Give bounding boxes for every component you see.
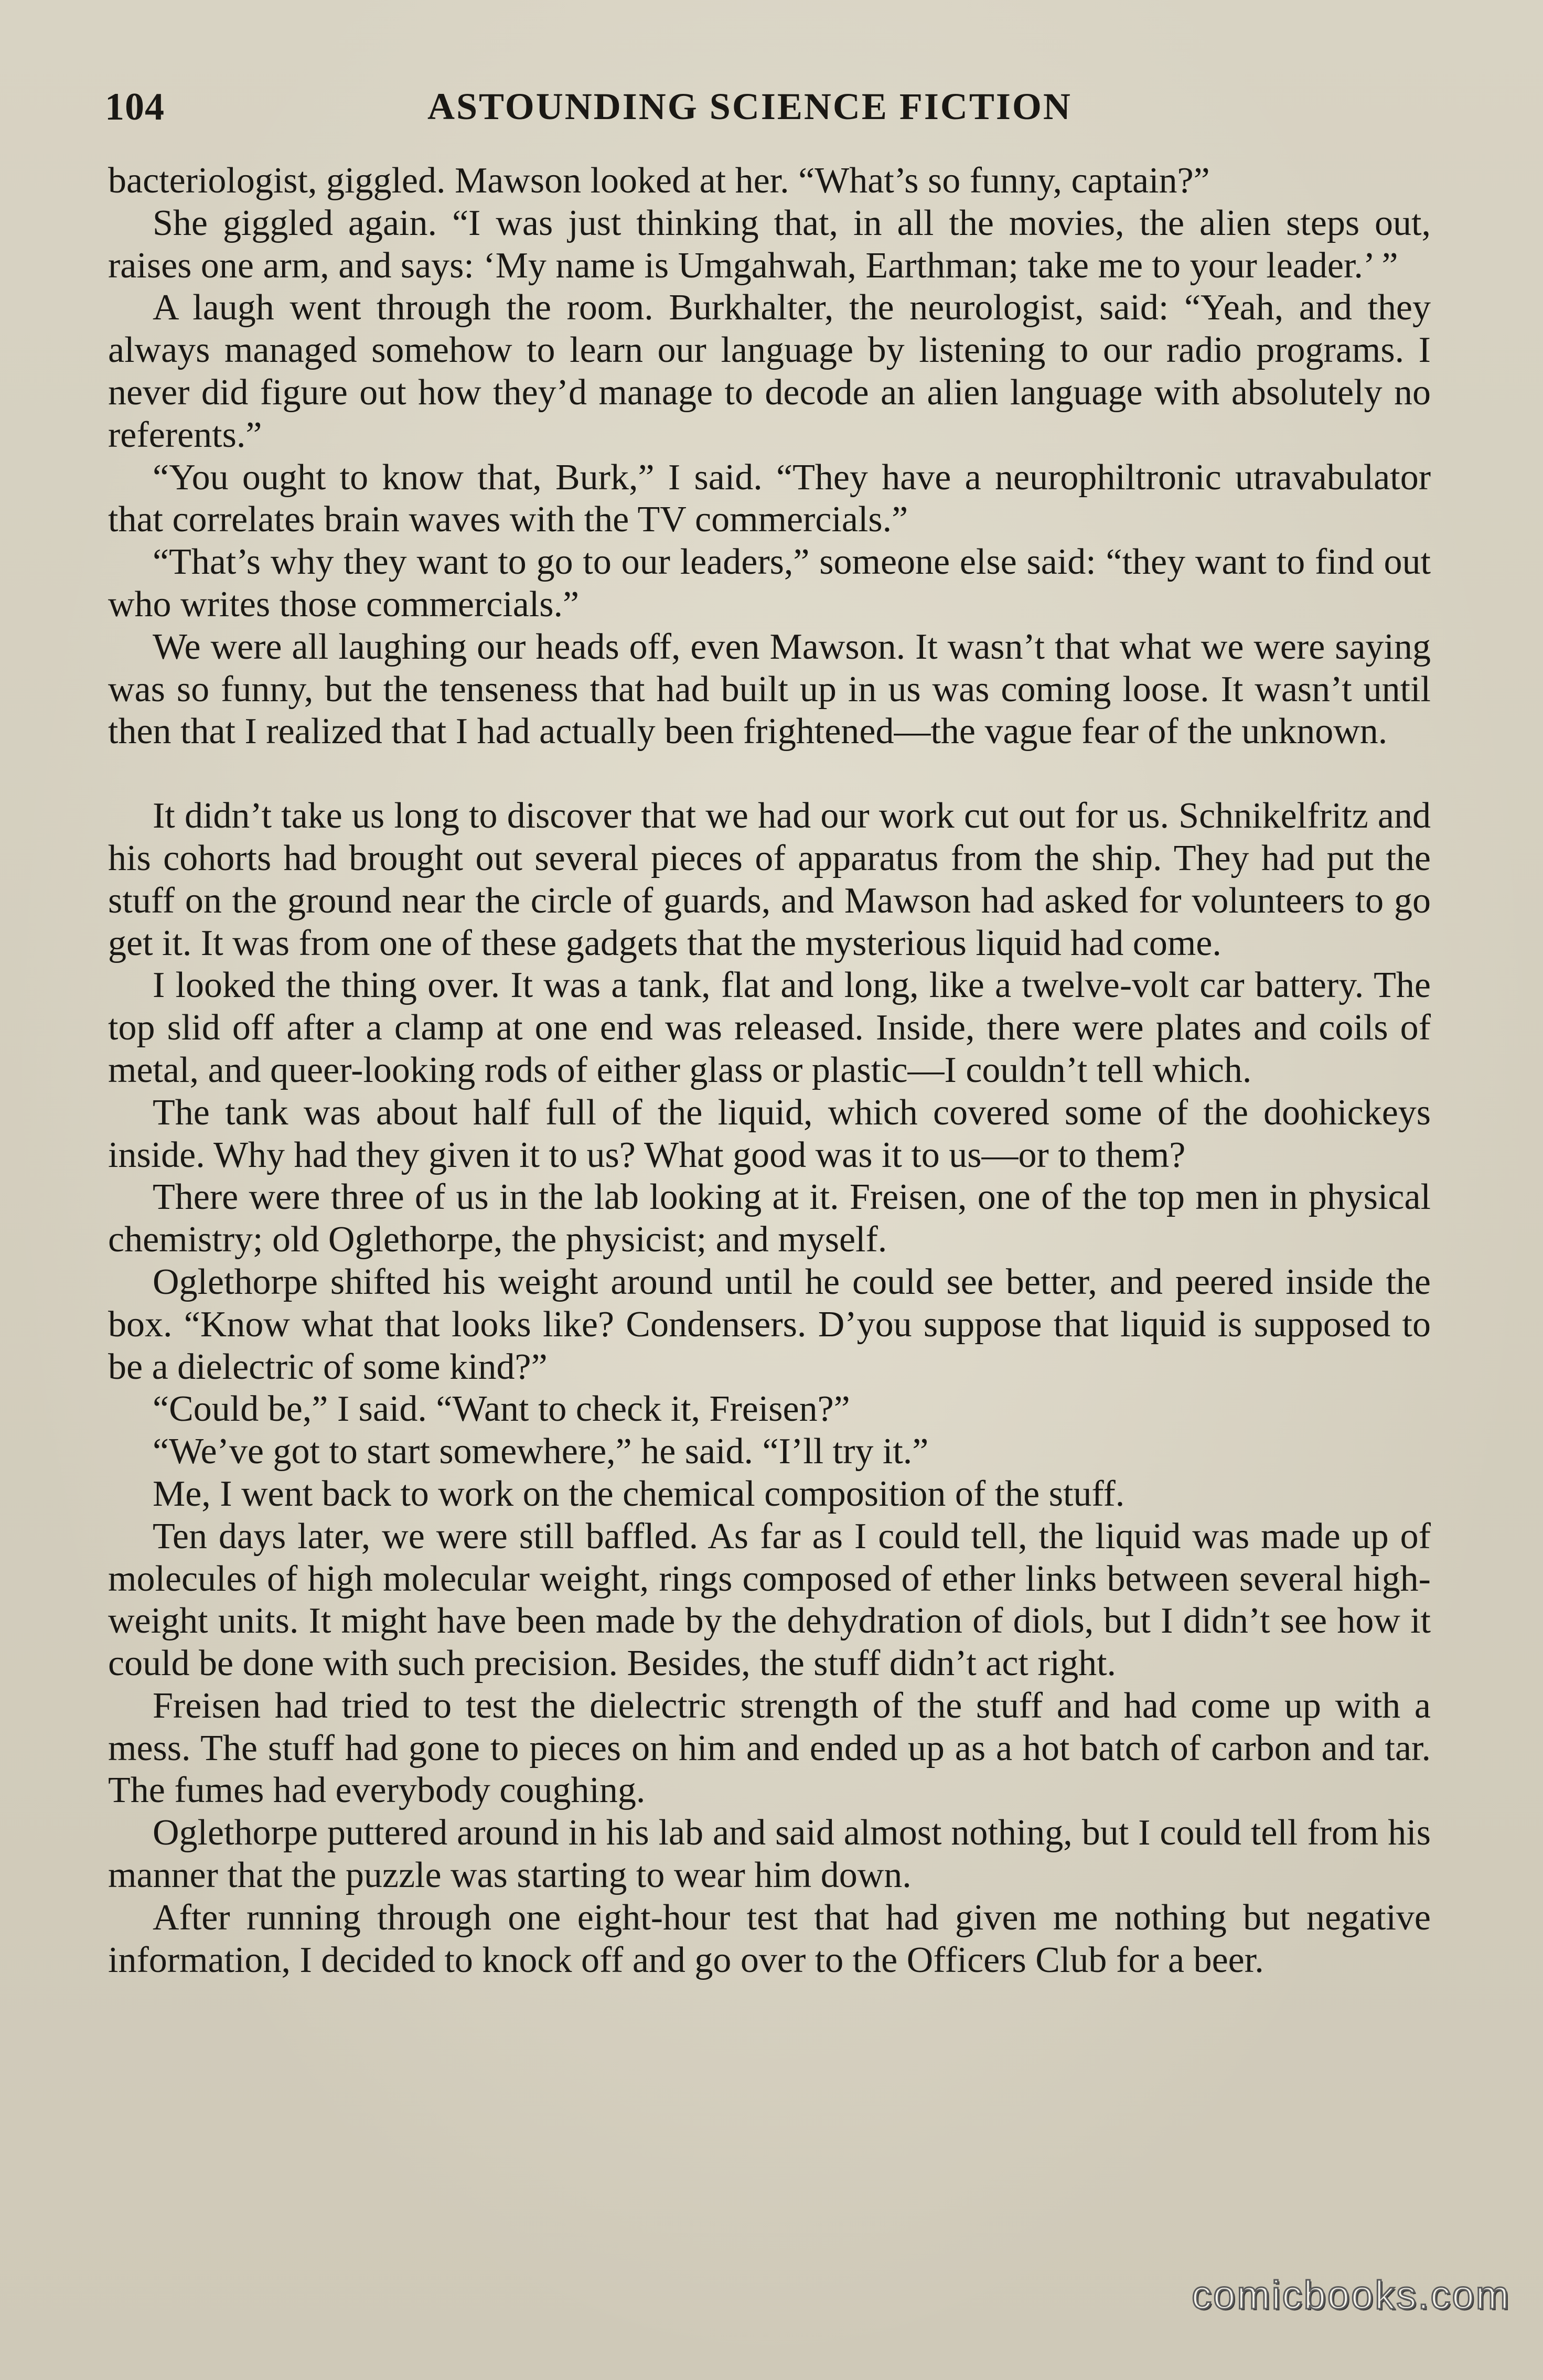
running-head: [105, 79, 1432, 136]
section-break: [108, 753, 1431, 795]
paragraph: The tank was about half full of the liquid, which covered some of the doohickeys inside. Why had they given it to us? What good was it to us—or to them?: [108, 1092, 1431, 1175]
paragraph: bacteriologist, giggled. Mawson looked at her. “What’s so funny, captain?”: [108, 160, 1210, 201]
paragraph: There were three of us in the lab looking at it. Freisen, one of the top men in physical chemistry; old Oglethorpe, the physicist; and myself.: [108, 1177, 1431, 1260]
paragraph: Oglethorpe shifted his weight around until he could see better, and peered inside the box. “Know what that looks like? Condensers. D’you suppose that liquid is supposed to be a dielectric of some kind?”: [108, 1261, 1431, 1387]
paragraph: After running through one eight-hour test that had given me nothing but negative information, I decided to knock off and go over to the Officers Club for a beer.: [108, 1897, 1431, 1980]
paragraph: Me, I went back to work on the chemical composition of the stuff.: [153, 1473, 1125, 1514]
paragraph: “That’s why they want to go to our leaders,” someone else said: “they want to find out who writes those commercials.”: [108, 542, 1431, 625]
paragraph: I looked the thing over. It was a tank, flat and long, like a twelve-volt car battery. The top slid off after a clamp at one end was released. Inside, there were plates and coils of metal, and queer-looking rods of either glass or plastic—I couldn’t tell which.: [108, 965, 1431, 1090]
paragraph: She giggled again. “I was just thinking that, in all the movies, the alien steps out, raises one arm, and says: ‘My name is Umgahwah, Earthman; take me to your leader.’ ”: [108, 202, 1431, 286]
paragraph: “Could be,” I said. “Want to check it, Freisen?”: [153, 1389, 850, 1430]
paragraph: Freisen had tried to test the dielectric strength of the stuff and had come up with a mess. The stuff had gone to pieces on him and ended up as a hot batch of carbon and tar. The fumes had everybody coughing.: [108, 1685, 1431, 1811]
magazine-title: ASTOUNDING SCIENCE FICTION: [427, 85, 1072, 127]
story-text: [108, 160, 1431, 1981]
page-number: 104: [105, 85, 165, 128]
paragraph: “We’ve got to start somewhere,” he said. “I’ll try it.”: [153, 1431, 929, 1472]
watermark: comicbooks.com: [1192, 2273, 1510, 2318]
paragraph: It didn’t take us long to discover that we had our work cut out for us. Schnikelfritz and his cohorts had brought out several pieces of apparatus from the ship. They had put the stuff on the ground near the circle of guards, and Mawson had asked for volunteers to go get it. It was from one of these gadgets that the mysterious liquid had come.: [108, 796, 1431, 963]
paragraph: We were all laughing our heads off, even Mawson. It wasn’t that what we were saying was so funny, but the tenseness that had built up in us was coming loose. It wasn’t until then that I realized that I had actually been frightened—the vague fear of the unknown.: [108, 626, 1431, 752]
paragraph: Ten days later, we were still baffled. As far as I could tell, the liquid was made up of molecules of high molecular weight, rings composed of ether links between several high-weight units. It might have been made by the dehydration of diols, but I didn’t see how it could be done with such precision. Besides, the stuff didn’t act right.: [108, 1516, 1431, 1684]
paragraph: A laugh went through the room. Burkhalter, the neurologist, said: “Yeah, and they always managed somehow to learn our language by listening to our radio programs. I never did figure out how they’d manage to decode an alien language with absolutely no referents.”: [108, 287, 1431, 455]
paragraph: Oglethorpe puttered around in his lab and said almost nothing, but I could tell from his manner that the puzzle was starting to wear him down.: [108, 1813, 1431, 1896]
paragraph: “You ought to know that, Burk,” I said. “They have a neurophiltronic utravabulator that correlates brain waves with the TV commercials.”: [108, 457, 1431, 540]
